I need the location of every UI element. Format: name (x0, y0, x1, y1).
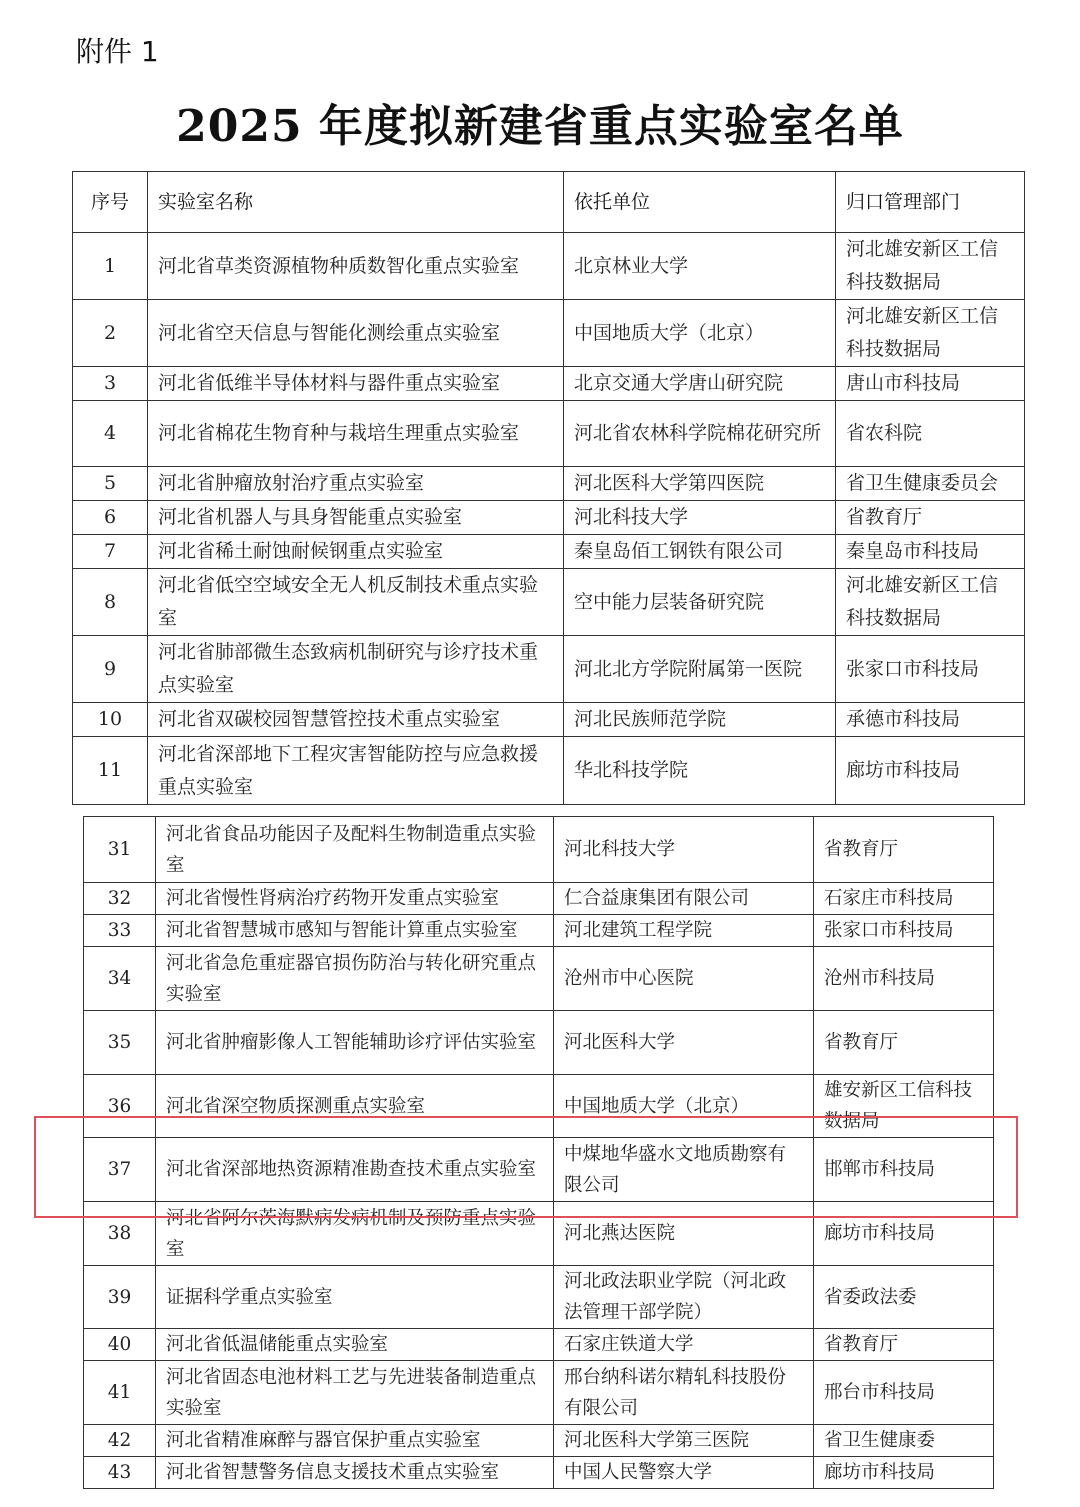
table-row (84, 1361, 994, 1425)
cell-lab-name: 河北省深部地下工程灾害智能防控与应急救援重点实验室 (148, 737, 564, 805)
table-row (84, 1202, 994, 1266)
cell-no: 37 (84, 1138, 156, 1202)
attachment-label: 附件 1 (76, 35, 159, 68)
lab-list-table-top (72, 171, 1025, 805)
cell-no: 35 (84, 1011, 156, 1075)
cell-host-unit: 中煤地华盛水文地质勘察有限公司 (554, 1138, 814, 1202)
cell-department: 承德市科技局 (836, 703, 1025, 737)
cell-department: 省教育厅 (814, 1329, 994, 1361)
header-department: 归口管理部门 (836, 172, 1025, 233)
cell-lab-name: 河北省肺部微生态致病机制研究与诊疗技术重点实验室 (148, 636, 564, 703)
cell-lab-name: 河北省低空空域安全无人机反制技术重点实验室 (148, 569, 564, 636)
cell-lab-name: 河北省棉花生物育种与栽培生理重点实验室 (148, 401, 564, 467)
cell-department: 省教育厅 (836, 501, 1025, 535)
table-row (73, 401, 1025, 467)
table-row (73, 535, 1025, 569)
table-row (84, 1329, 994, 1361)
cell-lab-name: 河北省肿瘤影像人工智能辅助诊疗评估实验室 (156, 1011, 554, 1075)
cell-department: 廊坊市科技局 (836, 737, 1025, 805)
cell-department: 河北雄安新区工信科技数据局 (836, 569, 1025, 636)
cell-no: 2 (73, 300, 148, 367)
cell-no: 11 (73, 737, 148, 805)
cell-department: 石家庄市科技局 (814, 883, 994, 915)
cell-department: 廊坊市科技局 (814, 1457, 994, 1489)
cell-no: 1 (73, 233, 148, 300)
cell-lab-name: 河北省低温储能重点实验室 (156, 1329, 554, 1361)
header-no: 序号 (73, 172, 148, 233)
cell-department: 省卫生健康委员会 (836, 467, 1025, 501)
cell-host-unit: 河北医科大学第三医院 (554, 1425, 814, 1457)
cell-host-unit: 中国人民警察大学 (554, 1457, 814, 1489)
cell-host-unit: 河北医科大学第四医院 (564, 467, 836, 501)
cell-host-unit: 中国地质大学（北京） (554, 1075, 814, 1138)
cell-department: 河北雄安新区工信科技数据局 (836, 300, 1025, 367)
cell-lab-name: 河北省急危重症器官损伤防治与转化研究重点实验室 (156, 947, 554, 1011)
cell-department: 邢台市科技局 (814, 1361, 994, 1425)
table-row (73, 737, 1025, 805)
cell-lab-name: 河北省低维半导体材料与器件重点实验室 (148, 367, 564, 401)
table-row-highlighted (84, 1138, 994, 1202)
table-row (73, 703, 1025, 737)
cell-host-unit: 邢台纳科诺尔精轧科技股份有限公司 (554, 1361, 814, 1425)
cell-host-unit: 北京交通大学唐山研究院 (564, 367, 836, 401)
table-row (73, 467, 1025, 501)
cell-host-unit: 河北燕达医院 (554, 1202, 814, 1266)
cell-no: 31 (84, 817, 156, 883)
cell-department: 省教育厅 (814, 817, 994, 883)
table-row (84, 1011, 994, 1075)
cell-no: 34 (84, 947, 156, 1011)
table-row (73, 367, 1025, 401)
cell-department: 张家口市科技局 (814, 915, 994, 947)
cell-host-unit: 仁合益康集团有限公司 (554, 883, 814, 915)
cell-department: 省委政法委 (814, 1266, 994, 1329)
cell-host-unit: 河北科技大学 (554, 817, 814, 883)
cell-no: 5 (73, 467, 148, 501)
cell-lab-name: 河北省智慧警务信息支援技术重点实验室 (156, 1457, 554, 1489)
table-row (73, 501, 1025, 535)
cell-department: 沧州市科技局 (814, 947, 994, 1011)
table-row (73, 233, 1025, 300)
cell-lab-name: 河北省慢性肾病治疗药物开发重点实验室 (156, 883, 554, 915)
cell-department: 省农科院 (836, 401, 1025, 467)
cell-no: 32 (84, 883, 156, 915)
table-row (84, 1425, 994, 1457)
cell-host-unit: 河北医科大学 (554, 1011, 814, 1075)
table-row (84, 883, 994, 915)
table-header-row (73, 172, 1025, 233)
cell-lab-name: 河北省固态电池材料工艺与先进装备制造重点实验室 (156, 1361, 554, 1425)
table-row (84, 947, 994, 1011)
cell-department: 省卫生健康委 (814, 1425, 994, 1457)
cell-no: 39 (84, 1266, 156, 1329)
cell-lab-name: 河北省阿尔茨海默病发病机制及预防重点实验室 (156, 1202, 554, 1266)
cell-department: 秦皇岛市科技局 (836, 535, 1025, 569)
table-row (84, 1075, 994, 1138)
cell-host-unit: 河北北方学院附属第一医院 (564, 636, 836, 703)
cell-host-unit: 河北民族师范学院 (564, 703, 836, 737)
cell-lab-name: 证据科学重点实验室 (156, 1266, 554, 1329)
cell-department: 河北雄安新区工信科技数据局 (836, 233, 1025, 300)
cell-no: 4 (73, 401, 148, 467)
cell-lab-name: 河北省空天信息与智能化测绘重点实验室 (148, 300, 564, 367)
cell-department: 邯郸市科技局 (814, 1138, 994, 1202)
cell-no: 6 (73, 501, 148, 535)
cell-department: 廊坊市科技局 (814, 1202, 994, 1266)
cell-host-unit: 河北建筑工程学院 (554, 915, 814, 947)
cell-lab-name: 河北省精准麻醉与器官保护重点实验室 (156, 1425, 554, 1457)
cell-no: 42 (84, 1425, 156, 1457)
table-row (73, 636, 1025, 703)
cell-lab-name: 河北省深部地热资源精准勘查技术重点实验室 (156, 1138, 554, 1202)
cell-department: 张家口市科技局 (836, 636, 1025, 703)
header-lab-name: 实验室名称 (148, 172, 564, 233)
cell-lab-name: 河北省智慧城市感知与智能计算重点实验室 (156, 915, 554, 947)
cell-lab-name: 河北省食品功能因子及配料生物制造重点实验室 (156, 817, 554, 883)
cell-department: 唐山市科技局 (836, 367, 1025, 401)
cell-no: 38 (84, 1202, 156, 1266)
cell-lab-name: 河北省双碳校园智慧管控技术重点实验室 (148, 703, 564, 737)
cell-lab-name: 河北省稀土耐蚀耐候钢重点实验室 (148, 535, 564, 569)
cell-host-unit: 空中能力层装备研究院 (564, 569, 836, 636)
cell-department: 雄安新区工信科技数据局 (814, 1075, 994, 1138)
cell-no: 9 (73, 636, 148, 703)
cell-host-unit: 秦皇岛佰工钢铁有限公司 (564, 535, 836, 569)
cell-host-unit: 河北科技大学 (564, 501, 836, 535)
cell-lab-name: 河北省肿瘤放射治疗重点实验室 (148, 467, 564, 501)
cell-lab-name: 河北省深空物质探测重点实验室 (156, 1075, 554, 1138)
table-row (84, 1266, 994, 1329)
cell-no: 36 (84, 1075, 156, 1138)
lab-list-table-bottom (83, 816, 994, 1489)
cell-no: 40 (84, 1329, 156, 1361)
cell-department: 省教育厅 (814, 1011, 994, 1075)
cell-lab-name: 河北省草类资源植物种质数智化重点实验室 (148, 233, 564, 300)
cell-host-unit: 河北政法职业学院（河北政法管理干部学院） (554, 1266, 814, 1329)
cell-no: 41 (84, 1361, 156, 1425)
cell-no: 43 (84, 1457, 156, 1489)
table-row (73, 569, 1025, 636)
cell-no: 8 (73, 569, 148, 636)
cell-host-unit: 河北省农林科学院棉花研究所 (564, 401, 836, 467)
table-row (84, 915, 994, 947)
cell-no: 10 (73, 703, 148, 737)
cell-host-unit: 沧州市中心医院 (554, 947, 814, 1011)
table-row (73, 300, 1025, 367)
table-row (84, 1457, 994, 1489)
cell-no: 7 (73, 535, 148, 569)
cell-host-unit: 北京林业大学 (564, 233, 836, 300)
cell-host-unit: 中国地质大学（北京） (564, 300, 836, 367)
header-host-unit: 依托单位 (564, 172, 836, 233)
cell-no: 3 (73, 367, 148, 401)
cell-no: 33 (84, 915, 156, 947)
page-title: 2025 年度拟新建省重点实验室名单 (176, 101, 904, 152)
cell-host-unit: 石家庄铁道大学 (554, 1329, 814, 1361)
cell-lab-name: 河北省机器人与具身智能重点实验室 (148, 501, 564, 535)
cell-host-unit: 华北科技学院 (564, 737, 836, 805)
table-row (84, 817, 994, 883)
